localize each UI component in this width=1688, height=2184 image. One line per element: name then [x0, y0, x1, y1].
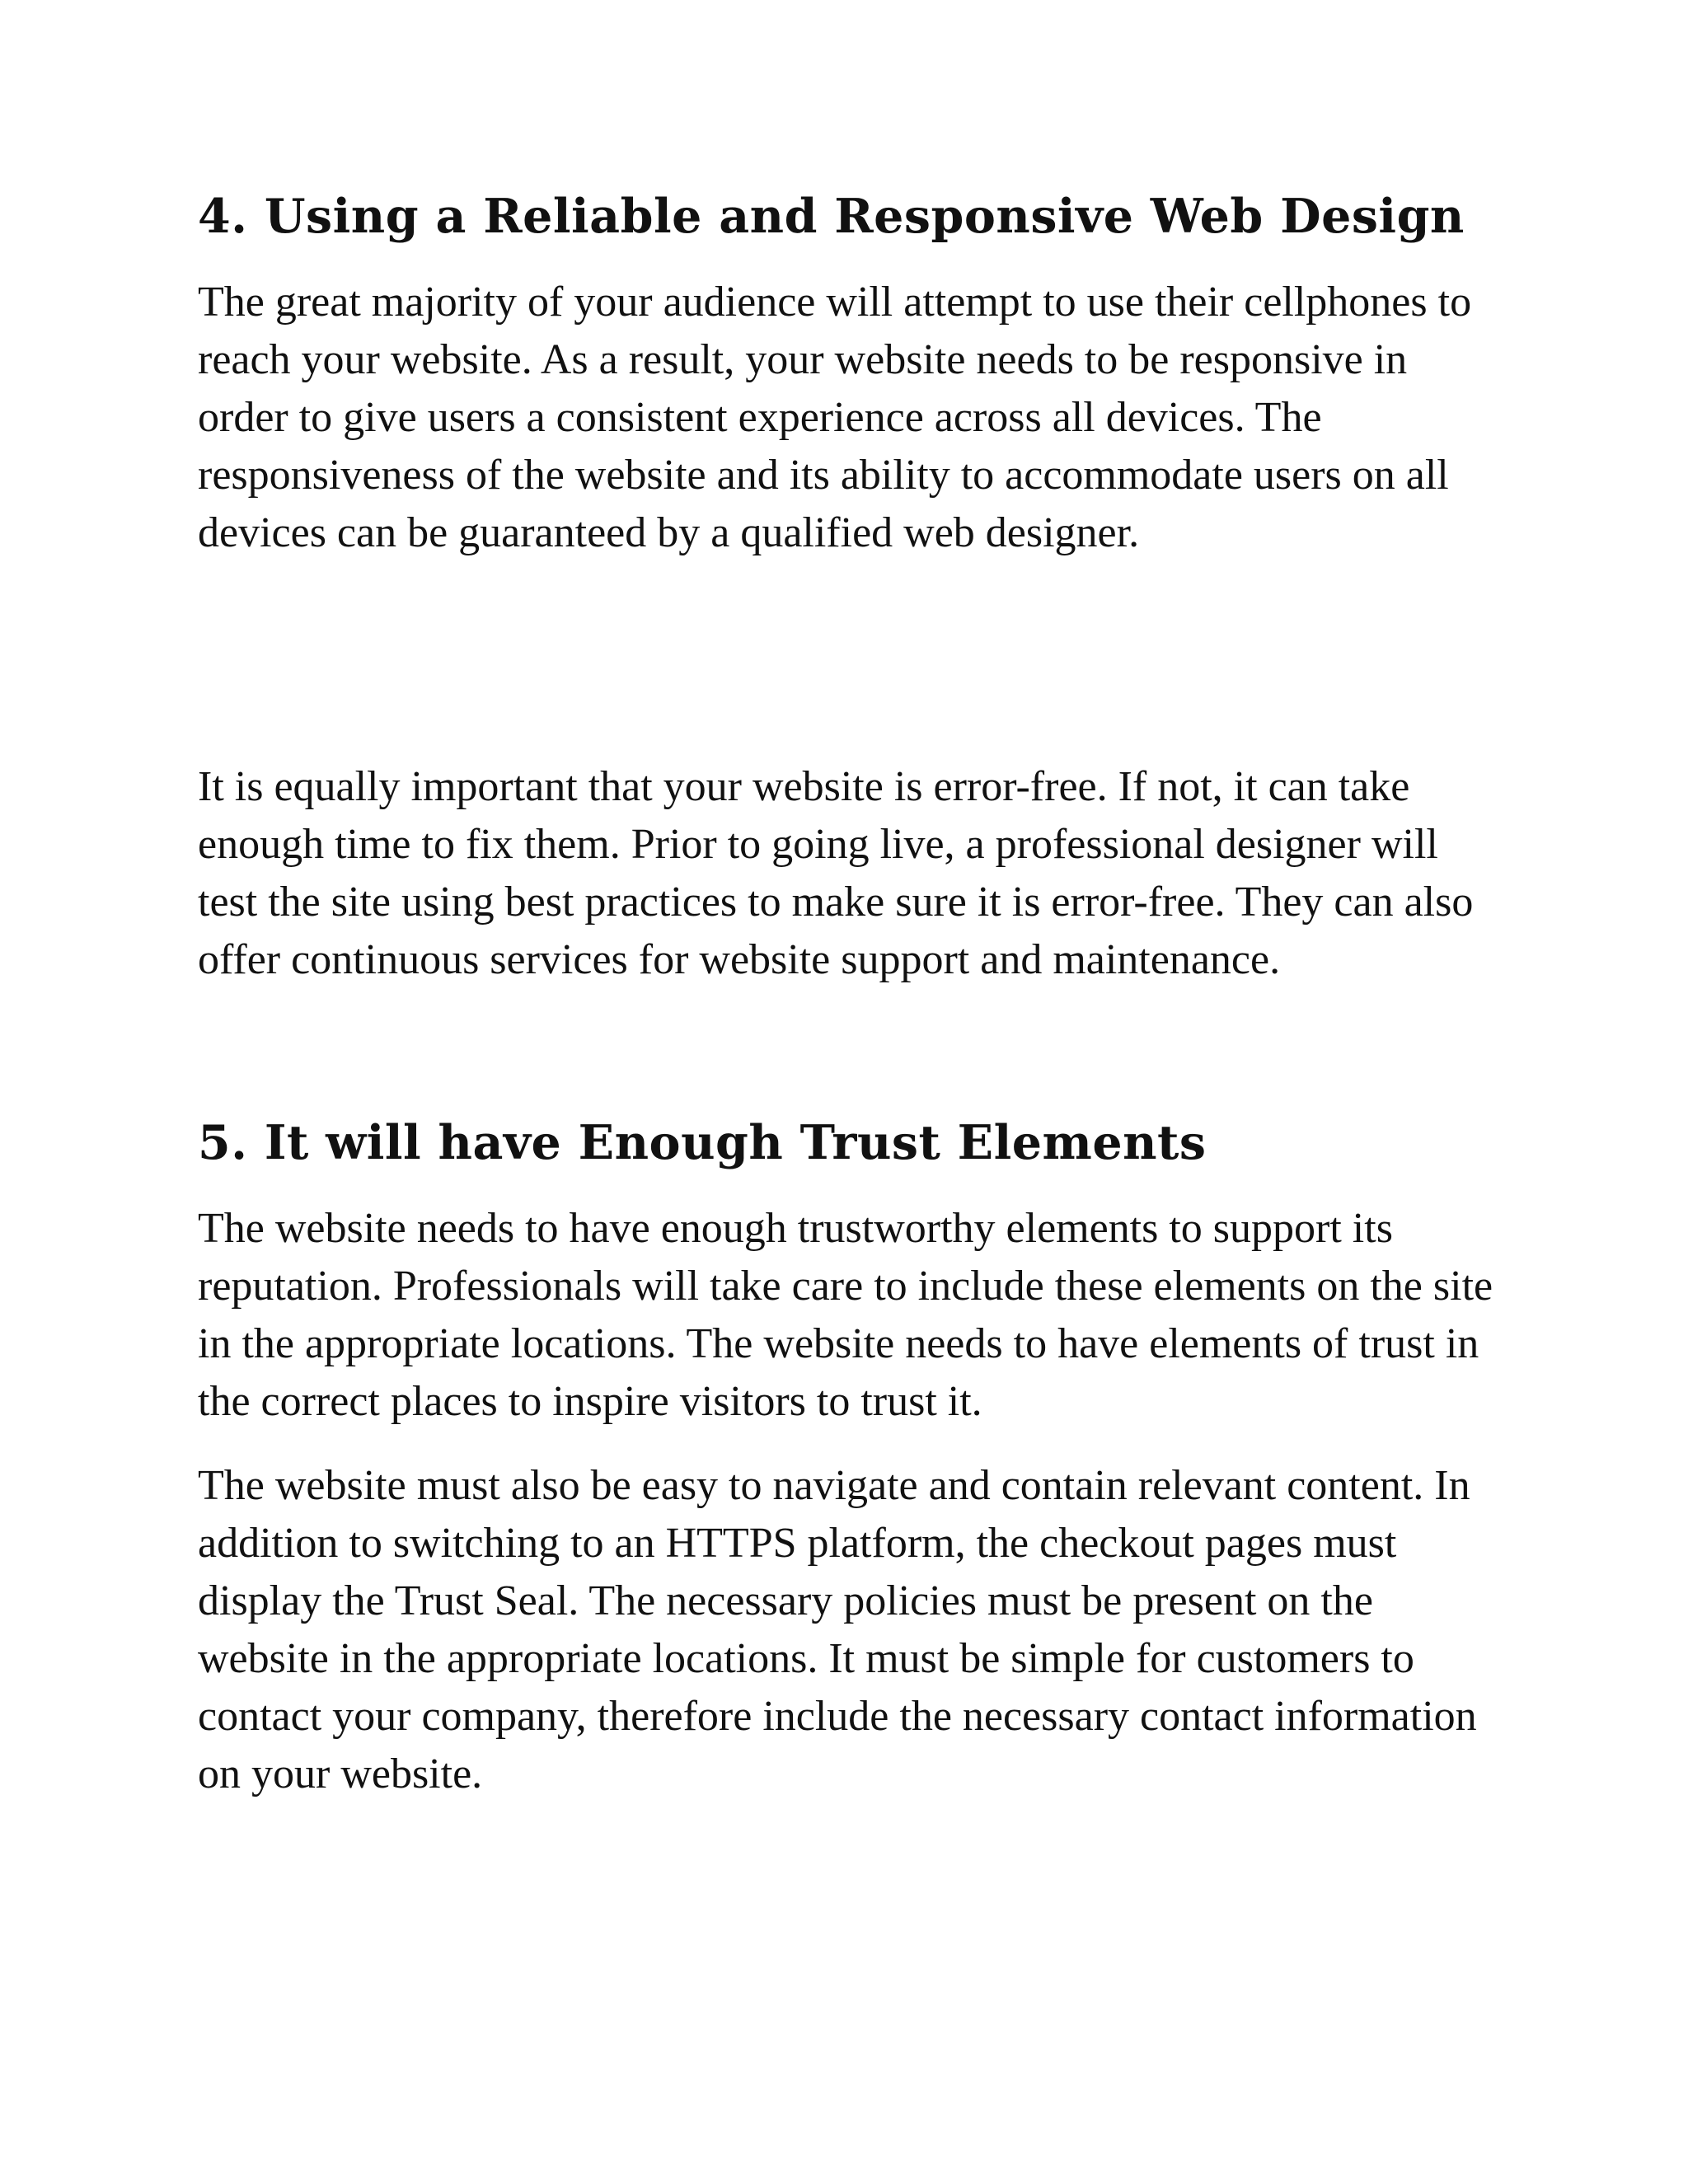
- section-5-paragraph-2: The website must also be easy to navigate and contain relevant content. In addition to switching to an HTTPS platform, the checkout pages must display the Trust Seal. The necessary policies must be present on the website in the appropriate locations. It must be simple for customers to contact your company, therefore include the necessary contact information on your website.: [198, 1462, 1477, 1797]
- document-content: [198, 183, 1500, 1803]
- section-4-heading: 4. Using a Reliable and Responsive Web Design: [198, 189, 1465, 244]
- section-4-paragraph-1: The great majority of your audience will attempt to use their cellphones to reach your website. As a result, your website needs to be responsive in order to give users a consistent experience across all devices. The responsiveness of the website and its ability to accommodate users on all devices can be guaranteed by a qualified web designer.: [198, 279, 1472, 556]
- section-5-paragraph-1: The website needs to have enough trustworthy elements to support its reputation. Professionals will take care to include these elements on the site in the appropriate locations. The website needs to have elements of trust in the correct places to inspire visitors to trust it.: [198, 1205, 1493, 1425]
- section-5-heading: 5. It will have Enough Trust Elements: [198, 1115, 1207, 1170]
- section-4-paragraph-2: It is equally important that your website is error-free. If not, it can take enough time to fix them. Prior to going live, a professional designer will test the site using best practices to make sure it is error-free. They can also offer continuous services for website support and maintenance.: [198, 763, 1474, 983]
